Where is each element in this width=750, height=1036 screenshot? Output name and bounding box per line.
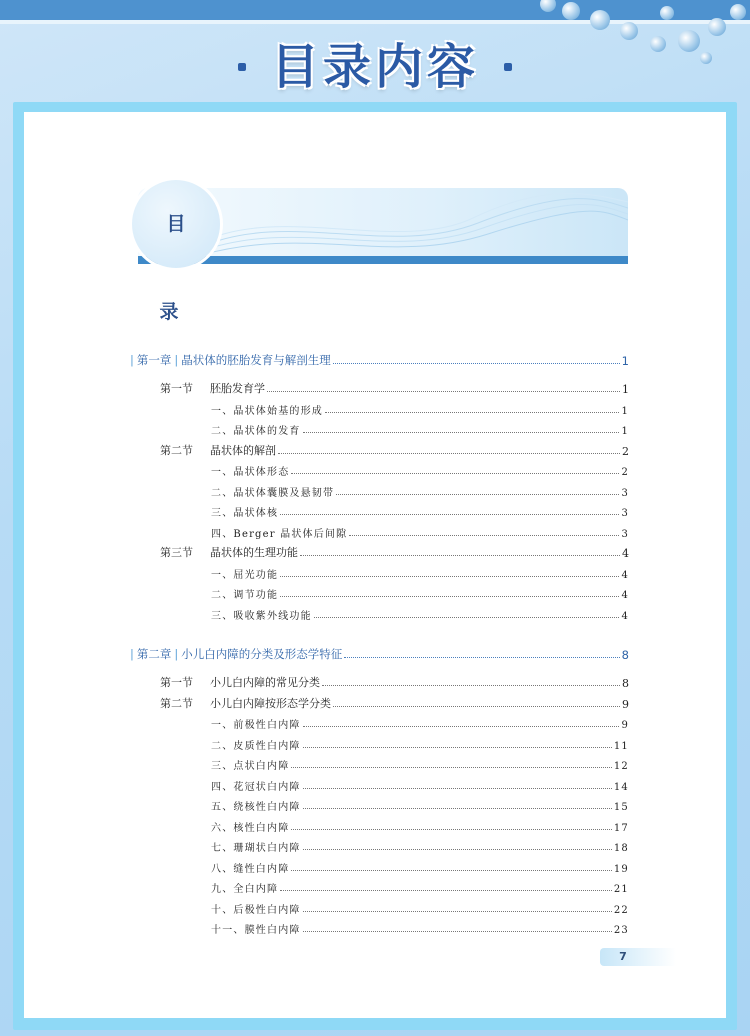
item-page: 19 xyxy=(613,863,629,875)
toc-item-row xyxy=(211,898,629,916)
section-title: 胚胎发育学 xyxy=(210,382,265,395)
item-page: 18 xyxy=(613,843,629,854)
leader-dots xyxy=(291,767,611,768)
leader-dots xyxy=(278,453,620,454)
toc-item-row xyxy=(211,795,629,813)
toc-section-row xyxy=(160,542,629,560)
page-header xyxy=(0,32,750,102)
leader-dots xyxy=(322,685,620,686)
item-page: 21 xyxy=(613,884,629,895)
toc-chapter-row xyxy=(127,350,629,368)
item-page: 2 xyxy=(621,467,629,478)
item-title: 一、晶状体始基的形成 xyxy=(211,405,323,417)
section-number: 第一节 xyxy=(160,676,193,689)
toc-item-row xyxy=(211,918,629,936)
toc-item-row xyxy=(211,563,629,581)
section-page: 8 xyxy=(622,677,629,690)
toc-chapter-row xyxy=(127,644,629,662)
item-title: 六、核性白内障 xyxy=(211,822,290,834)
item-title: 三、吸收紫外线功能 xyxy=(211,610,312,622)
leader-dots xyxy=(280,514,619,515)
chapter-label: 第一章 xyxy=(136,353,172,367)
section-heading xyxy=(160,380,265,396)
item-page: 3 xyxy=(621,508,629,519)
toc-title: 目 录 xyxy=(159,213,200,323)
item-page: 4 xyxy=(621,590,629,601)
toc-item-row xyxy=(211,583,629,601)
item-title: 八、缝性白内障 xyxy=(211,863,290,875)
item-page: 22 xyxy=(613,904,629,916)
leader-dots xyxy=(267,391,620,392)
leader-dots xyxy=(344,657,619,658)
section-number: 第三节 xyxy=(160,546,193,559)
toc-item-row xyxy=(211,836,629,854)
toc-item-row xyxy=(211,713,629,731)
toc-section-row xyxy=(160,672,629,690)
item-title: 四、花冠状白内障 xyxy=(211,781,301,793)
item-title: 一、晶状体形态 xyxy=(211,467,290,478)
page-number: 7 xyxy=(619,950,627,963)
item-title: 一、屈光功能 xyxy=(211,569,279,581)
toc-item-row xyxy=(211,816,629,834)
leader-dots xyxy=(280,596,619,597)
leader-dots xyxy=(349,535,619,536)
item-title: 三、点状白内障 xyxy=(211,761,290,772)
toc-item-row xyxy=(211,460,629,478)
toc-item-row xyxy=(211,604,629,622)
section-heading xyxy=(160,674,320,690)
toc-item-row xyxy=(211,501,629,519)
item-title: 十、后极性白内障 xyxy=(211,904,301,916)
item-title: 二、调节功能 xyxy=(211,590,279,601)
section-title: 小儿白内障的常见分类 xyxy=(210,676,320,689)
section-number: 第二节 xyxy=(160,443,193,457)
item-title: 四、Berger 晶状体后间隙 xyxy=(211,528,348,540)
chapter-label: 第二章 xyxy=(136,647,172,661)
item-page: 12 xyxy=(613,761,629,772)
section-title: 晶状体的解剖 xyxy=(210,443,276,457)
chapter-heading xyxy=(127,646,342,662)
item-page: 4 xyxy=(621,569,629,581)
section-heading xyxy=(160,442,276,458)
item-page: 4 xyxy=(621,610,629,622)
item-title: 三、晶状体核 xyxy=(211,508,279,519)
section-number: 第一节 xyxy=(160,382,193,395)
toc-item-row xyxy=(211,419,629,437)
bullet-icon xyxy=(238,63,246,71)
leader-dots xyxy=(303,849,612,850)
section-heading xyxy=(160,695,331,711)
section-page: 9 xyxy=(622,697,629,711)
toc-section-row xyxy=(160,440,629,458)
section-heading xyxy=(160,544,298,560)
leader-dots xyxy=(291,870,611,871)
item-page: 17 xyxy=(613,822,629,834)
chapter-heading xyxy=(127,352,331,368)
leader-dots xyxy=(333,363,620,364)
chapter-title: 晶状体的胚胎发育与解剖生理 xyxy=(181,353,331,367)
toc-item-row xyxy=(211,857,629,875)
item-page: 23 xyxy=(613,925,629,936)
section-title: 小儿白内障按形态学分类 xyxy=(210,696,331,710)
bullet-icon xyxy=(504,63,512,71)
item-title: 二、皮质性白内障 xyxy=(211,740,301,752)
toc-item-row xyxy=(211,877,629,895)
leader-dots xyxy=(303,432,620,433)
leader-dots xyxy=(325,412,619,413)
toc-section-row xyxy=(160,378,629,396)
item-page: 1 xyxy=(621,426,629,437)
leader-dots xyxy=(280,890,612,891)
item-page: 9 xyxy=(621,720,629,731)
toc-item-row xyxy=(211,754,629,772)
item-page: 14 xyxy=(613,781,629,793)
section-title: 晶状体的生理功能 xyxy=(210,546,298,559)
toc-item-row xyxy=(211,399,629,417)
leader-dots xyxy=(303,808,612,809)
item-page: 3 xyxy=(621,528,629,540)
page-title: 目录内容 xyxy=(270,39,479,95)
chapter-title: 小儿白内障的分类及形态学特征 xyxy=(181,647,343,661)
item-page: 3 xyxy=(621,487,629,499)
section-page: 4 xyxy=(622,547,629,560)
item-title: 一、前极性白内障 xyxy=(211,720,301,731)
item-page: 1 xyxy=(621,405,629,417)
toc-item-row xyxy=(211,734,629,752)
chapter-divider: | xyxy=(130,647,134,661)
leader-dots xyxy=(280,576,619,577)
item-title: 二、晶状体囊膜及悬韧带 xyxy=(211,487,335,499)
leader-dots xyxy=(333,706,620,707)
chapter-divider: | xyxy=(130,353,134,367)
item-title: 九、全白内障 xyxy=(211,884,279,895)
item-title: 五、绕核性白内障 xyxy=(211,802,301,813)
leader-dots xyxy=(303,931,612,932)
leader-dots xyxy=(291,473,619,474)
section-page: 1 xyxy=(622,383,629,396)
item-title: 二、晶状体的发育 xyxy=(211,426,301,437)
chapter-divider: | xyxy=(174,647,179,661)
toc-section-row xyxy=(160,693,629,711)
item-page: 11 xyxy=(613,740,629,752)
leader-dots xyxy=(303,747,612,748)
chapter-page: 1 xyxy=(621,354,629,368)
leader-dots xyxy=(303,911,612,912)
section-number: 第二节 xyxy=(160,696,193,710)
leader-dots xyxy=(291,829,611,830)
section-page: 2 xyxy=(622,444,629,458)
leader-dots xyxy=(303,726,620,727)
chapter-page: 8 xyxy=(621,648,629,662)
leader-dots xyxy=(314,617,620,618)
item-page: 15 xyxy=(613,802,629,813)
toc-item-row xyxy=(211,522,629,540)
toc-item-row xyxy=(211,481,629,499)
toc-item-row xyxy=(211,775,629,793)
chapter-divider: | xyxy=(174,353,179,367)
leader-dots xyxy=(303,788,612,789)
leader-dots xyxy=(300,555,620,556)
leader-dots xyxy=(336,494,619,495)
item-title: 七、珊瑚状白内障 xyxy=(211,843,301,854)
item-title: 十一、膜性白内障 xyxy=(211,925,301,936)
